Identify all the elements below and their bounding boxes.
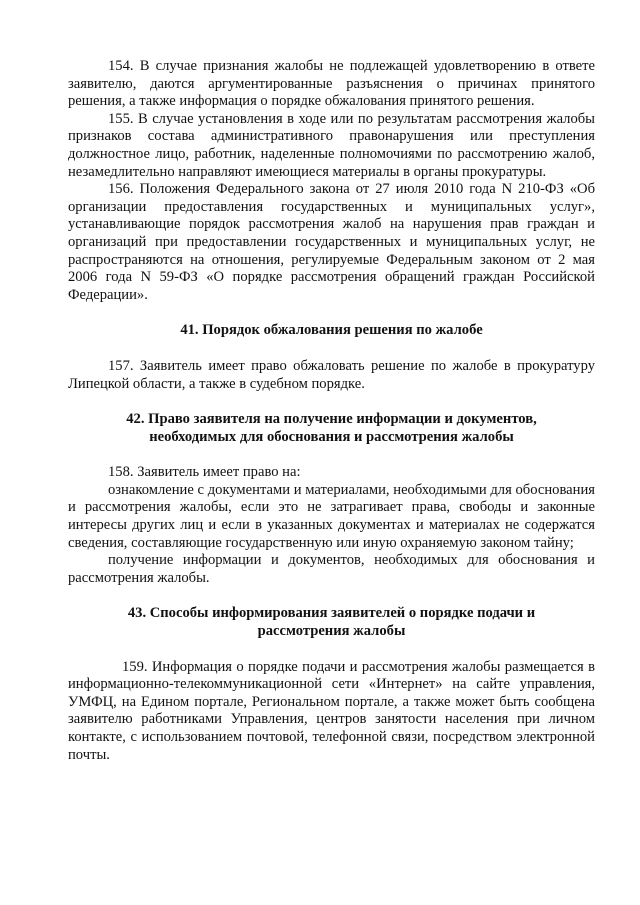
document-page [68, 58, 595, 764]
section-heading-43 [68, 605, 595, 640]
paragraph-158-item-1: ознакомление с документами и материалами, необходимыми для обоснования и рассмотрения жалобы, если это не затрагивает права, свободы и законные интересы других лиц и если в указанных документах и материалах не содержатся сведения, составляющие государственную или иную охраняемую законом тайну; [68, 481, 595, 551]
paragraph-154: 154. В случае признания жалобы не подлежащей удовлетворению в ответе заявителю, даются аргументированные разъяснения о причинах принятого решения, а также информация о порядке обжалования принятого решения. [68, 58, 595, 110]
paragraph-155: 155. В случае установления в ходе или по результатам рассмотрения жалобы признаков состава административного правонарушения или преступления должностное лицо, работник, наделенные полномочиями по рассмотрению жалоб, незамедлительно направляют имеющиеся материалы в органы прокуратуры. [68, 110, 595, 180]
paragraph-158-item-2: получение информации и документов, необходимых для обоснования и рассмотрения жалобы. [68, 552, 595, 586]
section-heading-43-line2: рассмотрения жалобы [257, 623, 406, 640]
section-heading-41: 41. Порядок обжалования решения по жалобе [180, 322, 483, 339]
section-heading-42-line1: 42. Право заявителя на получение информации и документов, [126, 411, 537, 428]
section-heading-43-line1: 43. Способы информирования заявителей о порядке подачи и [127, 605, 536, 622]
paragraph-158: 158. Заявитель имеет право на: [108, 464, 301, 481]
paragraph-159: 159. Информация о порядке подачи и рассмотрения жалобы размещается в информационно-телекоммуникационной сети «Интернет» на сайте управления, УМФЦ, на Едином портале, Региональном портале, а также может быть сообщена заявителю работниками Управления, центров занятости населения при личном контакте, с использованием почтовой, телефонной связи, посредством электронной почты. [68, 658, 595, 763]
paragraph-157: 157. Заявитель имеет право обжаловать решение по жалобе в прокуратуру Липецкой области, а также в судебном порядке. [68, 357, 595, 392]
paragraph-156: 156. Положения Федерального закона от 27 июля 2010 года N 210-ФЗ «Об организации предоставления государственных и муниципальных услуг», устанавливающие порядок рассмотрения жалоб на нарушения прав граждан и организаций при предоставлении государственных и муниципальных услуг, не распространяются на отношения, регулируемые Федеральным законом от 2 мая 2006 года N 59-ФЗ «О порядке рассмотрения обращений граждан Российской Федерации». [68, 181, 595, 303]
section-heading-42-line2: необходимых для обоснования и рассмотрения жалобы [149, 428, 514, 445]
section-heading-42 [68, 411, 595, 446]
